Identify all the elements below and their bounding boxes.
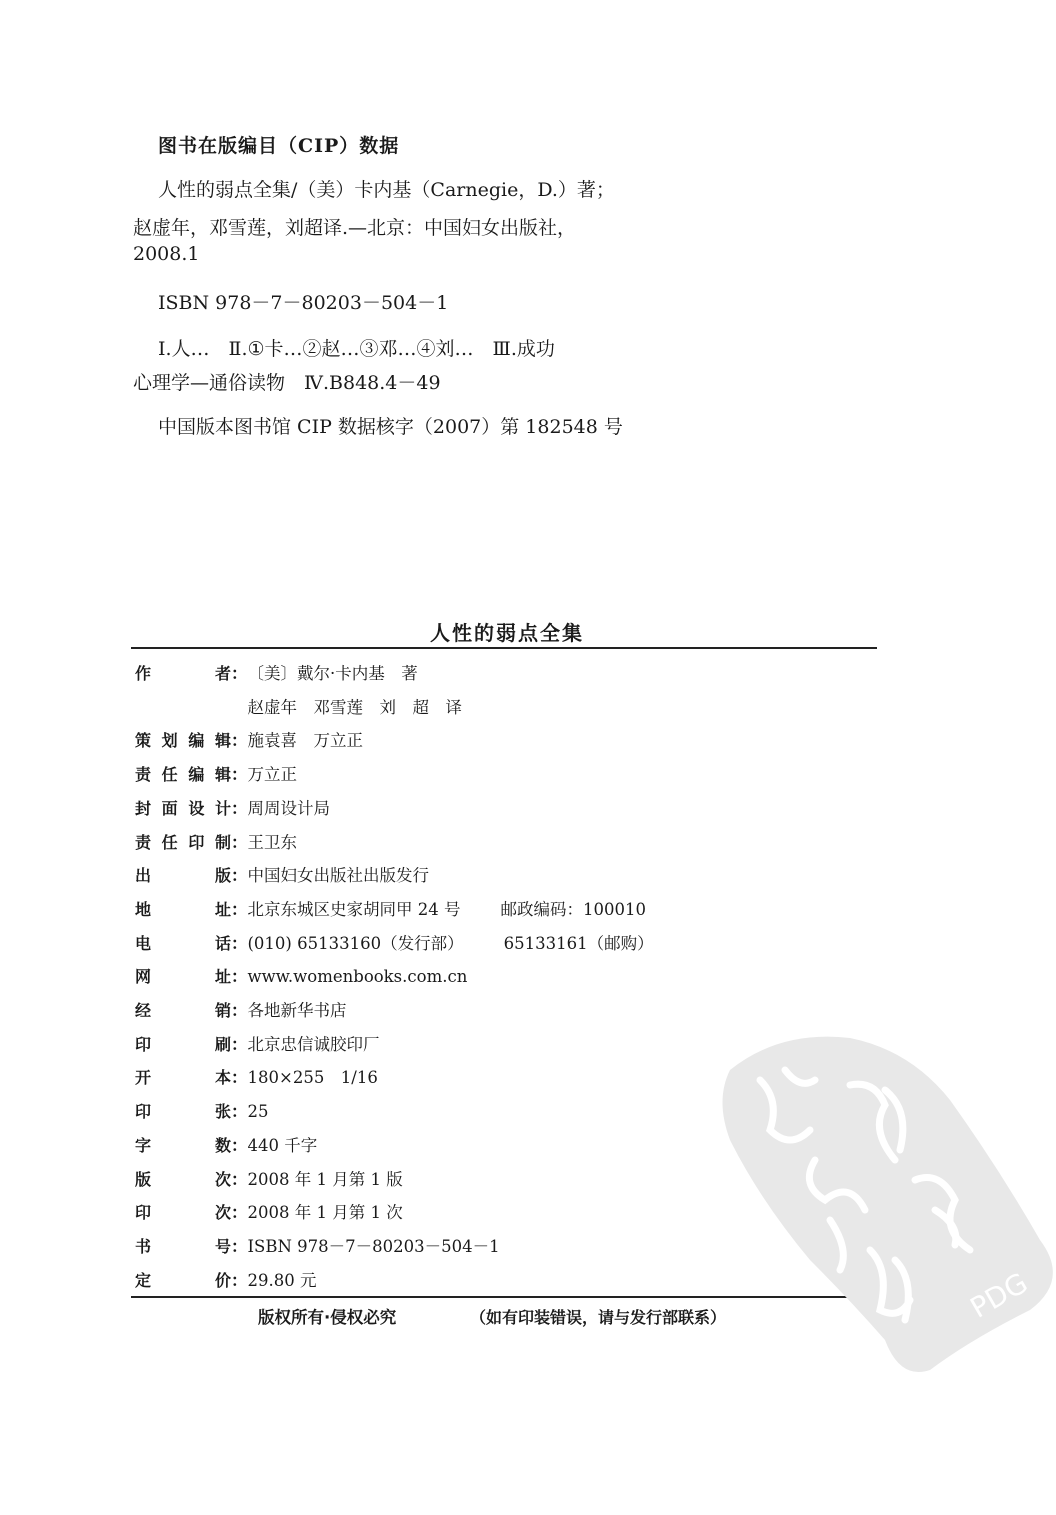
colophon-row	[135, 930, 654, 954]
row-colon: ：	[231, 1135, 248, 1155]
row-colon: ：	[231, 798, 248, 818]
error-contact-note: （如有印装错误，请与发行部联系）	[470, 1308, 727, 1327]
row-label	[135, 964, 231, 987]
colophon-row	[135, 896, 646, 920]
row-label	[135, 1234, 231, 1257]
row-label-char: 书	[135, 1236, 152, 1256]
row-label-char: 次	[214, 1169, 231, 1189]
row-label-char: 面	[161, 798, 178, 818]
row-label-char: 印	[188, 832, 205, 852]
row-value: 北京东城区史家胡同甲 24 号	[247, 899, 461, 919]
row-label	[135, 931, 231, 954]
row-colon	[231, 694, 248, 718]
cip-classification: 心理学—通俗读物 Ⅳ.B848.4－49	[133, 372, 441, 394]
cip-classification: Ⅰ.人… Ⅱ.①卡…②赵…③邓…④刘… Ⅲ.成功	[158, 338, 555, 360]
copyright-notice: 版权所有·侵权必究	[258, 1308, 397, 1327]
row-value: 〔美〕戴尔·卡内基 著	[247, 664, 418, 683]
row-label	[135, 897, 231, 920]
row-label-char: 印	[135, 1034, 152, 1054]
row-label-char: 定	[135, 1270, 152, 1290]
colophon-row	[135, 1098, 269, 1122]
colophon-row	[135, 727, 363, 751]
row-label-char: 址	[214, 967, 231, 987]
row-value: (010) 65133160（发行部）	[247, 933, 464, 953]
row-colon: ：	[231, 1034, 248, 1054]
row-label-char: 编	[188, 765, 205, 785]
row-label	[135, 1099, 231, 1122]
row-value: 各地新华书店	[247, 1001, 347, 1020]
cip-entry-line: 赵虚年，邓雪莲，刘超译.—北京：中国妇女出版社，	[133, 217, 577, 239]
row-colon: ：	[231, 1270, 248, 1290]
row-label	[135, 1065, 231, 1088]
row-colon: ：	[231, 1236, 248, 1256]
row-label-char: 字	[135, 1135, 152, 1155]
watermark-pdg-label: PDG	[964, 1266, 1034, 1325]
row-label	[135, 1032, 231, 1055]
row-value: 施袁喜 万立正	[247, 731, 363, 751]
row-label-char: 责	[135, 832, 152, 852]
row-value: 万立正	[247, 765, 297, 785]
row-label-char: 开	[135, 1068, 152, 1088]
row-label-char: 划	[161, 731, 178, 751]
row-label-char: 数	[214, 1135, 231, 1155]
row-colon: ：	[231, 664, 248, 683]
row-label-char: 制	[214, 832, 231, 852]
colophon-row	[135, 1064, 378, 1088]
row-label	[135, 762, 231, 785]
row-colon: ：	[231, 1203, 248, 1223]
colophon-row	[135, 761, 297, 785]
cip-heading: 图书在版编目（CIP）数据	[158, 135, 400, 157]
seal-watermark-icon	[700, 1010, 1056, 1380]
row-label-char: 号	[214, 1236, 231, 1256]
row-colon: ：	[231, 933, 248, 953]
row-colon: ：	[231, 899, 248, 919]
cip-entry-line: 人性的弱点全集/（美）卡内基（Carnegie，D.）著；	[158, 179, 615, 201]
row-colon: ：	[231, 1169, 248, 1189]
row-label	[135, 728, 231, 751]
row-label-char: 编	[188, 731, 205, 751]
row-colon: ：	[231, 1068, 248, 1088]
cip-record-number: 中国版本图书馆 CIP 数据核字（2007）第 182548 号	[158, 416, 623, 438]
row-value: 王卫东	[247, 832, 297, 852]
row-value: 北京忠信诚胶印厂	[247, 1034, 380, 1054]
colophon-row	[135, 862, 429, 886]
row-label-char: 辑	[214, 765, 231, 785]
row-label	[135, 1200, 231, 1223]
row-colon: ：	[231, 1001, 248, 1020]
row-label	[135, 830, 231, 853]
row-label-char: 价	[214, 1270, 231, 1290]
colophon-row	[135, 1233, 500, 1257]
row-colon: ：	[231, 1102, 248, 1122]
row-label-char: 辑	[214, 731, 231, 751]
row-value: 2008 年 1 月第 1 次	[247, 1203, 403, 1223]
row-label-char: 者	[214, 664, 231, 683]
row-label-char: 出	[135, 866, 152, 886]
row-label-char: 版	[214, 866, 231, 886]
colophon-row	[135, 694, 462, 718]
colophon-row	[135, 963, 467, 987]
row-colon: ：	[231, 832, 248, 852]
cip-isbn: ISBN 978－7－80203－504－1	[158, 292, 449, 314]
colophon-row	[135, 997, 347, 1021]
row-label-char: 任	[161, 832, 178, 852]
row-value: 中国妇女出版社出版发行	[247, 866, 429, 886]
row-value: www.womenbooks.com.cn	[247, 967, 468, 987]
colophon-row	[135, 660, 418, 684]
row-label-char: 计	[214, 798, 231, 818]
row-value: 440 千字	[247, 1135, 318, 1155]
row-label-char: 作	[135, 664, 152, 683]
row-label-char: 电	[135, 933, 152, 953]
row-label-char: 话	[214, 933, 231, 953]
row-label-char: 版	[135, 1169, 152, 1189]
row-label-char: 印	[135, 1203, 152, 1223]
colophon-row	[135, 1166, 403, 1190]
row-label-char: 封	[135, 798, 152, 818]
row-label-char: 址	[214, 899, 231, 919]
colophon-row	[135, 829, 297, 853]
row-label-char: 销	[214, 1001, 231, 1020]
row-value: 赵虚年 邓雪莲 刘 超 译	[247, 697, 462, 717]
row-label-char: 张	[214, 1102, 231, 1122]
row-colon: ：	[231, 866, 248, 886]
row-label-char: 设	[188, 798, 205, 818]
row-label-char: 本	[214, 1068, 231, 1088]
row-label-char: 经	[135, 1001, 152, 1020]
colophon-row	[135, 1132, 317, 1156]
row-value: 25	[247, 1102, 269, 1122]
row-label-char: 印	[135, 1102, 152, 1122]
top-rule	[131, 647, 877, 649]
cip-entry-line: 2008.1	[133, 243, 200, 265]
row-value: 29.80 元	[247, 1270, 317, 1290]
row-label	[135, 1133, 231, 1156]
row-label-char: 任	[161, 765, 178, 785]
colophon-row	[135, 795, 330, 819]
row-label-char: 地	[135, 899, 152, 919]
row-colon: ：	[231, 731, 248, 751]
row-value: 2008 年 1 月第 1 版	[247, 1169, 403, 1189]
row-label-char: 刷	[214, 1034, 231, 1054]
row-extra-value: 65133161（邮购）	[503, 933, 654, 953]
row-label	[135, 863, 231, 886]
row-label	[135, 661, 231, 684]
row-colon: ：	[231, 967, 248, 987]
row-label	[135, 998, 231, 1021]
row-label-char: 次	[214, 1203, 231, 1223]
row-extra-value: 邮政编码：100010	[500, 899, 646, 919]
colophon-row	[135, 1031, 380, 1055]
row-label	[135, 796, 231, 819]
row-value: 180×255 1/16	[247, 1068, 378, 1088]
row-value: 周周设计局	[247, 798, 330, 818]
row-label-char: 网	[135, 967, 152, 987]
row-colon: ：	[231, 765, 248, 785]
colophon-row	[135, 1267, 316, 1291]
book-title: 人性的弱点全集	[430, 621, 584, 645]
row-label-char: 责	[135, 765, 152, 785]
row-label	[135, 1167, 231, 1190]
colophon-row	[135, 1199, 403, 1223]
row-value: ISBN 978－7－80203－504－1	[247, 1236, 500, 1256]
row-label-char: 策	[135, 731, 152, 751]
row-label	[135, 1268, 231, 1291]
